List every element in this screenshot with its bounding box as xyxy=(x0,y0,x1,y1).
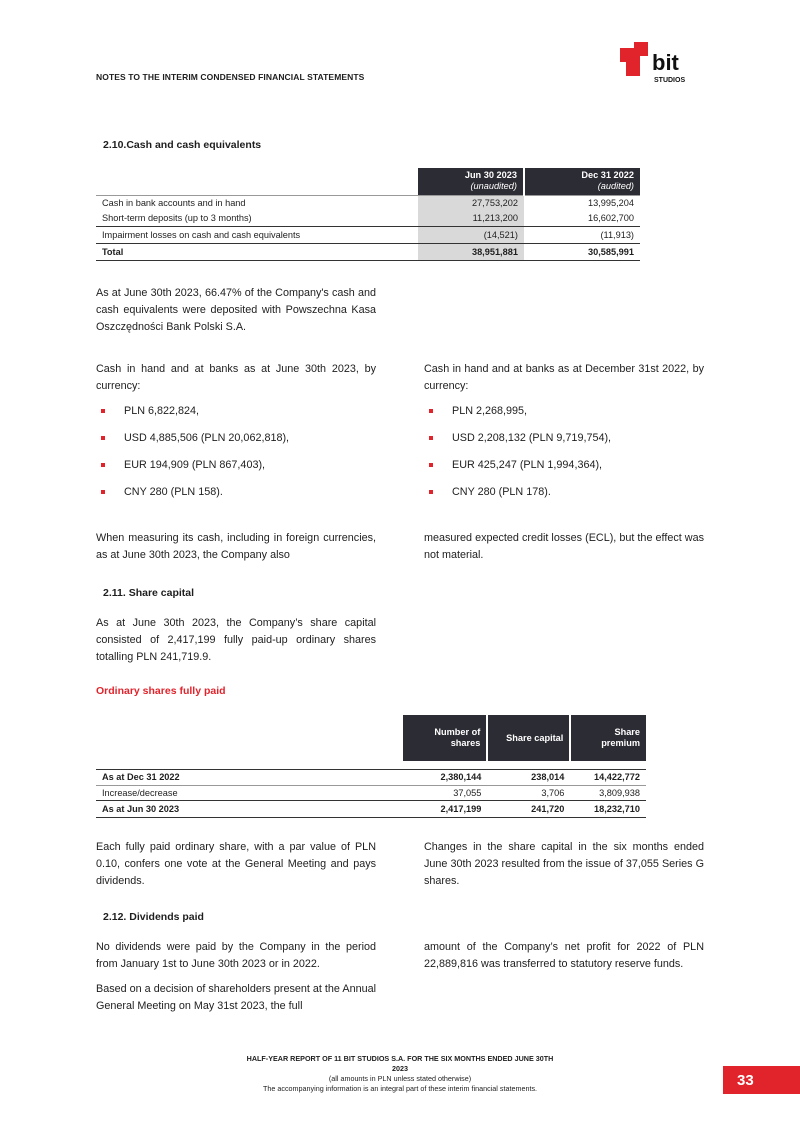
svg-text:STUDIOS: STUDIOS xyxy=(654,77,686,84)
currency-intro-left: Cash in hand and at banks as at June 30th 2023, by currency: xyxy=(96,363,376,392)
shares-table xyxy=(96,715,646,818)
ordinary-shares-title: Ordinary shares fully paid xyxy=(96,685,226,697)
par-value-paragraph: Each fully paid ordinary share, with a par value of PLN 0.10, confers one vote at the General Meeting and pays dividends. xyxy=(96,841,376,887)
section-title-share-capital: 2.11. Share capital xyxy=(103,587,195,599)
page-number-badge xyxy=(723,1066,800,1094)
table-row: As at Jun 30 2023 2,417,199 241,720 18,232,710 xyxy=(96,800,646,817)
list-item: EUR 425,247 (PLN 1,994,364), xyxy=(424,459,704,486)
cash-col-jun-header: Jun 30 2023 (unaudited) xyxy=(418,168,524,195)
section-title-cash: 2.10.Cash and cash equivalents xyxy=(103,139,262,151)
cash-table xyxy=(96,168,640,261)
svg-text:bit: bit xyxy=(652,50,679,75)
table-row: Impairment losses on cash and cash equivalents (14,521) (11,913) xyxy=(96,226,640,243)
deposit-paragraph: As at June 30th 2023, 66.47% of the Company's cash and cash equivalents were deposited with Powszechna Kasa Oszczędności Bank Polski S.A. xyxy=(96,287,376,333)
ecl-paragraph-right: measured expected credit losses (ECL), but the effect was not material. xyxy=(424,532,704,561)
shares-col-capital-header: Share capital xyxy=(487,715,570,761)
currency-list-right xyxy=(424,405,704,513)
dividends-paragraph-2: Based on a decision of shareholders present at the Annual General Meeting on May 31st 2023, the full xyxy=(96,983,376,1012)
list-item: USD 4,885,506 (PLN 20,062,818), xyxy=(96,432,376,459)
table-row: Short-term deposits (up to 3 months) 11,213,200 16,602,700 xyxy=(96,211,640,226)
table-row: Increase/decrease 37,055 3,706 3,809,938 xyxy=(96,785,646,800)
page-number: 33 xyxy=(737,1072,754,1089)
list-item: PLN 2,268,995, xyxy=(424,405,704,432)
share-capital-paragraph: As at June 30th 2023, the Company’s share capital consisted of 2,417,199 fully paid-up ordinary shares totalling PLN 241,719.9. xyxy=(96,617,376,663)
list-item: CNY 280 (PLN 178). xyxy=(424,486,704,513)
shares-col-number-header: Number of shares xyxy=(403,715,488,761)
list-item: CNY 280 (PLN 158). xyxy=(96,486,376,513)
shares-col-premium-header: Share premium xyxy=(570,715,646,761)
page-footer: HALF-YEAR REPORT OF 11 BIT STUDIOS S.A. FOR THE SIX MONTHS ENDED JUNE 30TH 2023 (all amounts in PLN unless stated otherwise) The accompanying information is an integral part of these interim financial statements. xyxy=(246,1054,554,1093)
table-total-row: Total 38,951,881 30,585,991 xyxy=(96,243,640,260)
section-title-dividends: 2.12. Dividends paid xyxy=(103,911,204,923)
dividends-paragraph-right: amount of the Company’s net profit for 2022 of PLN 22,889,816 was transferred to statutory reserve funds. xyxy=(424,941,704,970)
ecl-paragraph-left: When measuring its cash, including in foreign currencies, as at June 30th 2023, the Company also xyxy=(96,532,376,561)
currency-list-left xyxy=(96,405,376,513)
list-item: USD 2,208,132 (PLN 9,719,754), xyxy=(424,432,704,459)
page-header-title: NOTES TO THE INTERIM CONDENSED FINANCIAL STATEMENTS xyxy=(96,72,365,82)
table-row: As at Dec 31 2022 2,380,144 238,014 14,422,772 xyxy=(96,769,646,785)
dividends-paragraph-1: No dividends were paid by the Company in the period from January 1st to June 30th 2023 or in 2022. xyxy=(96,941,376,970)
company-logo xyxy=(618,42,698,86)
table-row: Cash in bank accounts and in hand 27,753,202 13,995,204 xyxy=(96,195,640,211)
logo-mark-icon xyxy=(618,42,698,86)
list-item: EUR 194,909 (PLN 867,403), xyxy=(96,459,376,486)
currency-intro-right: Cash in hand and at banks as at December 31st 2022, by currency: xyxy=(424,363,704,392)
share-changes-paragraph: Changes in the share capital in the six months ended June 30th 2023 resulted from the issue of 37,055 Series G shares. xyxy=(424,841,704,887)
list-item: PLN 6,822,824, xyxy=(96,405,376,432)
cash-col-dec-header: Dec 31 2022 (audited) xyxy=(524,168,640,195)
